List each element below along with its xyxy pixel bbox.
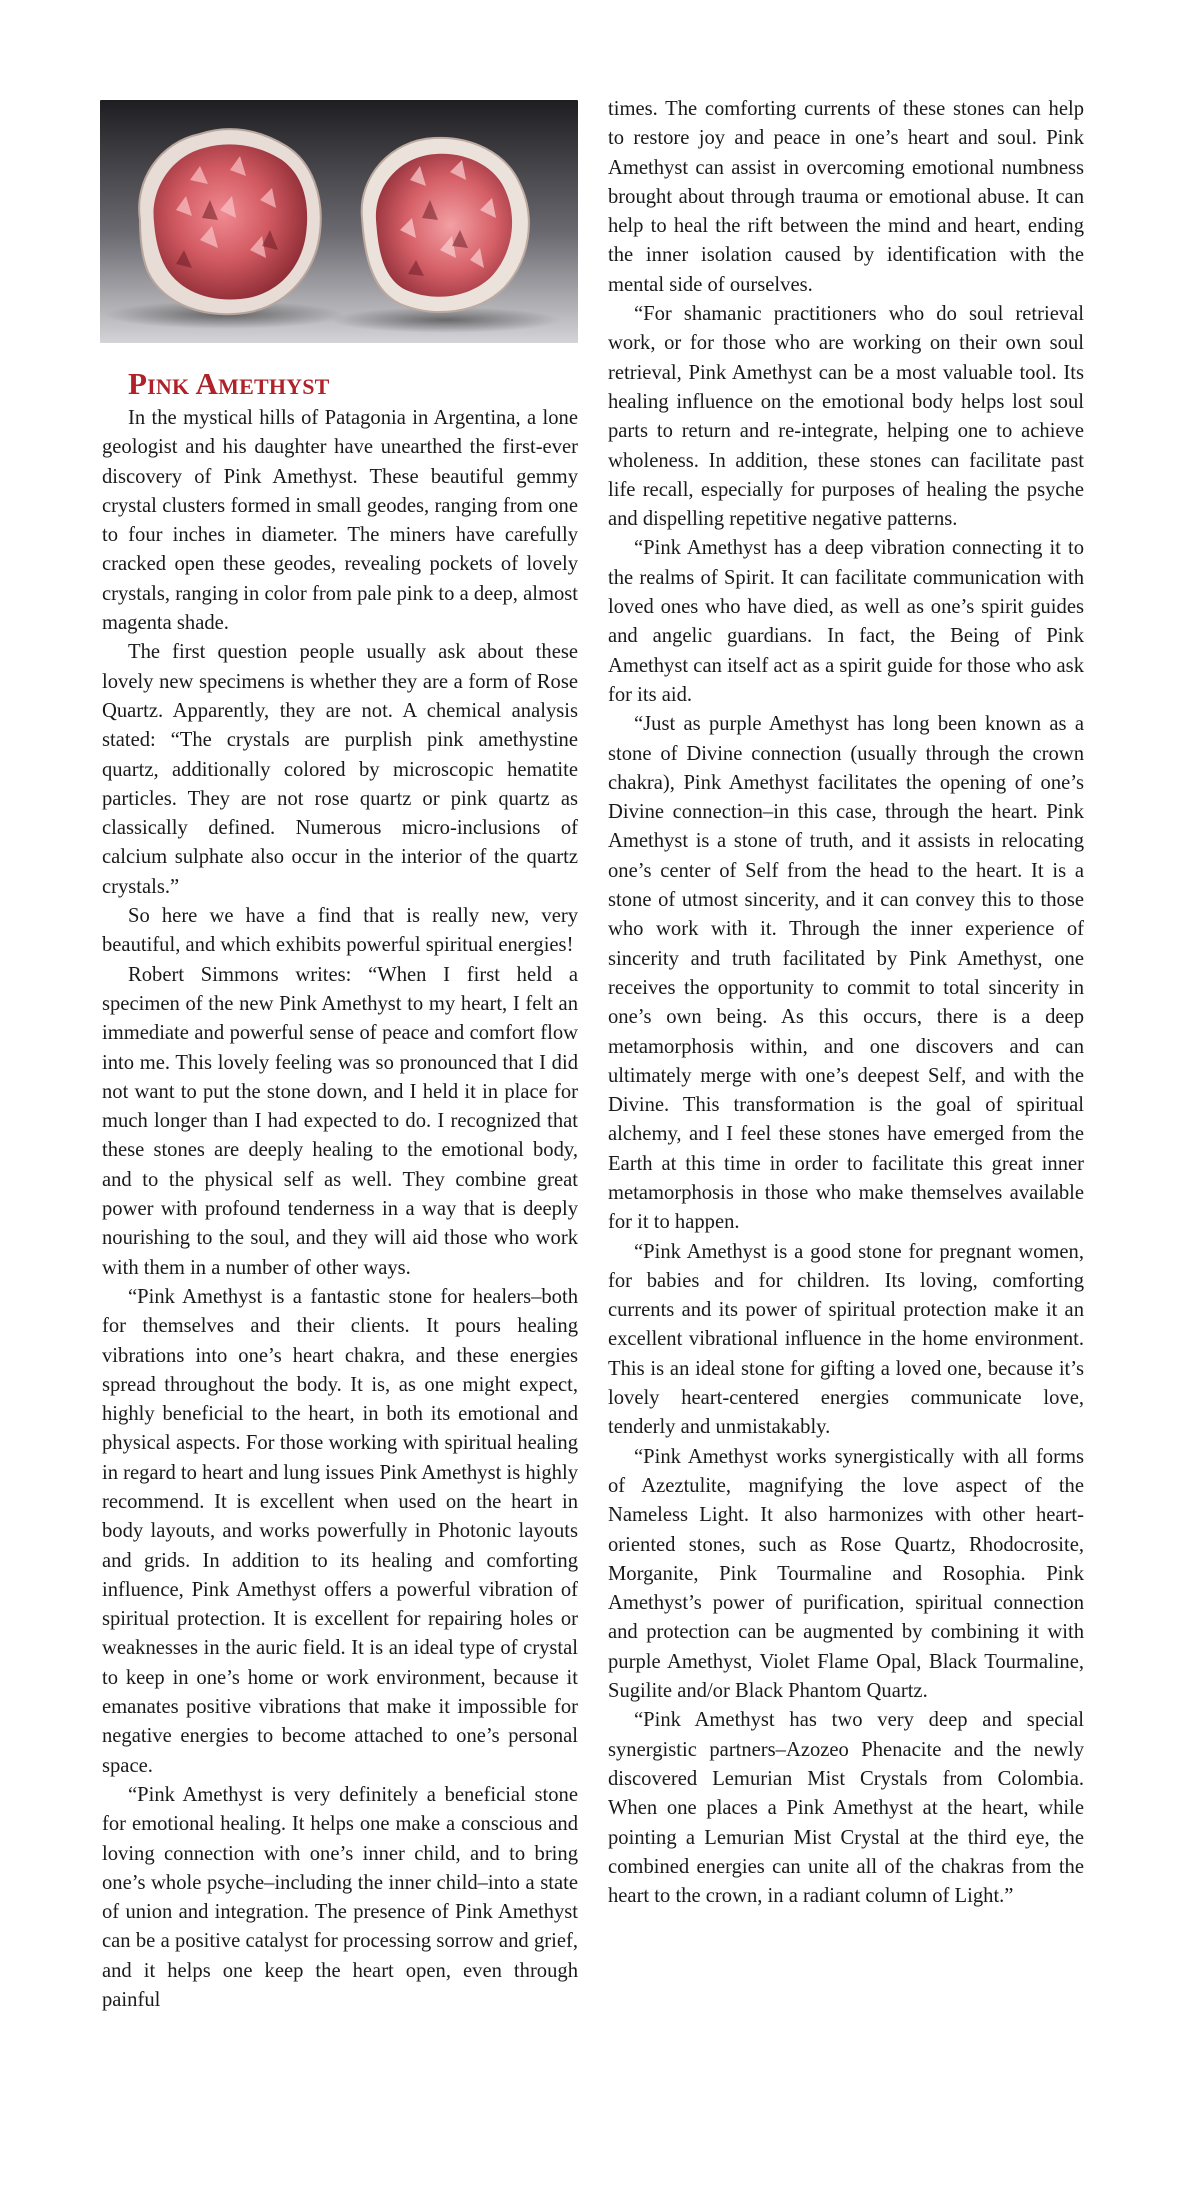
paragraph: “Just as purple Amethyst has long been known as a stone of Divine connection (usually through the crown chakra), Pink Amethyst facilitates the opening of one’s Divine connection–in this case, through the heart. Pink Amethyst is a stone of truth, and it assists in relocating one’s center of Self from the head to the heart. It is a stone of utmost sincerity, and it can convey this to those who work with it. Through the inner experience of sincerity and truth facilitated by Pink Amethyst, one receives the opportunity to commit to total sincerity in one’s own being. As this occurs, there is a deep metamorphosis within, and one discovers and can ultimately merge with one’s deepest Self, and with the Divine. This transformation is the goal of spiritual alchemy, and I feel these stones have emerged from the Earth at this time in order to facilitate this great inner metamorphosis in those who make themselves available for it to happen. xyxy=(608,713,1084,1234)
paragraph: “Pink Amethyst is very definitely a beneficial stone for emotional healing. It helps one make a conscious and loving connection with one’s inner child, and to bring one’s whole psyche–including the inner child–into a state of union and integration. The presence of Pink Amethyst can be a positive catalyst for processing sorrow and grief, and it helps one keep the heart open, even through painful xyxy=(102,1783,578,2012)
paragraph: “For shamanic practitioners who do soul retrieval work, or for those who are working on their own soul retrieval, Pink Amethyst can be a most valuable tool. Its healing influence on the emotional body helps lost soul parts to return and re-integrate, helping one to achieve wholeness. In addition, these stones can facilitate past life recall, especially for purposes of healing the psyche and dispelling repetitive negative patterns. xyxy=(608,303,1084,531)
right-column xyxy=(608,95,1084,1911)
section-heading: Pink Amethyst xyxy=(128,366,330,401)
paragraph: The first question people usually ask about these lovely new specimens is whether they are a form of Rose Quartz. Apparently, they are not. A chemical analysis stated: “The crystals are purplish pink amethystine quartz, additionally colored by microscopic hematite particles. They are not rose quartz or pink quartz as classically defined. Numerous micro-inclusions of calcium sulphate also occur in the interior of the quartz crystals.” xyxy=(102,641,578,898)
paragraph: So here we have a find that is really new, very beautiful, and which exhibits powerful spiritual energies! xyxy=(102,905,578,957)
paragraph: “Pink Amethyst is a fantastic stone for healers–both for themselves and their clients. It pours healing vibrations into one’s heart chakra, and these energies spread throughout the body. It is, as one might expect, highly beneficial to the heart, in both its emotional and physical aspects. For those working with spiritual healing in regard to heart and lung issues Pink Amethyst is highly recommend. It is excellent when used on the heart in body layouts, and works powerfully in Photonic layouts and grids. In addition to its healing and comforting influence, Pink Amethyst offers a powerful vibration of spiritual protection. It is excellent for repairing holes or weaknesses in the auric field. It is an ideal type of crystal to keep in one’s home or work environment, because it emanates positive vibrations that make it impossible for negative energies to become attached to one’s personal space. xyxy=(102,1285,578,1777)
geode-photo xyxy=(100,100,578,343)
paragraph: Robert Simmons writes: “When I first held a specimen of the new Pink Amethyst to my heart, I felt an immediate and powerful sense of peace and comfort flow into me. This lovely feeling was so pronounced that I did not want to put the stone down, and I held it in place for much longer than I had expected to do. I recognized that these stones are deeply healing to the emotional body, and to the physical self as well. They combine great power with profound tenderness in a way that is deeply nourishing to the soul, and they will aid those who work with them in a number of other ways. xyxy=(102,963,578,1279)
paragraph: “Pink Amethyst has two very deep and special synergistic partners–Azozeo Phenacite and the newly discovered Lemurian Mist Crystals from Colombia. When one places a Pink Amethyst at the heart, while pointing a Lemurian Mist Crystal at the third eye, the combined energies can unite all of the chakras from the heart to the crown, in a radiant column of Light.” xyxy=(608,1709,1084,1908)
left-column xyxy=(102,404,578,2015)
paragraph: In the mystical hills of Patagonia in Argentina, a lone geologist and his daughter have unearthed the first-ever discovery of Pink Amethyst. These beautiful gemmy crystal clusters formed in small geodes, ranging from one to four inches in diameter. The miners have carefully cracked open these geodes, revealing pockets of lovely crystals, ranging in color from pale pink to a deep, almost magenta shade. xyxy=(102,407,578,635)
paragraph: “Pink Amethyst has a deep vibration connecting it to the realms of Spirit. It can facilitate communication with loved ones who have died, as well as one’s spirit guides and angelic guardians. In fact, the Being of Pink Amethyst can itself act as a spirit guide for those who ask for its aid. xyxy=(608,537,1084,706)
paragraph: “Pink Amethyst works synergistically with all forms of Azeztulite, magnifying the love aspect of the Nameless Light. It also harmonizes with other heart-oriented stones, such as Rose Quartz, Rhodocrosite, Morganite, Pink Tourmaline and Rosophia. Pink Amethyst’s power of purification, spiritual connection and protection can be augmented by combining it with purple Amethyst, Violet Flame Opal, Black Tourmaline, Sugilite and/or Black Phantom Quartz. xyxy=(608,1445,1084,1703)
paragraph-continuation: times. The comforting currents of these stones can help to restore joy and peace in one’s heart and soul. Pink Amethyst can assist in overcoming emotional numbness brought about through trauma or emotional abuse. It can help to heal the rift between the mind and heart, ending the inner isolation caused by identification with the mental side of ourselves. xyxy=(608,98,1084,296)
geode-illustration xyxy=(100,100,578,343)
paragraph: “Pink Amethyst is a good stone for pregnant women, for babies and for children. Its loving, comforting currents and its power of spiritual protection make it an excellent vibrational influence in the home environment. This is an ideal stone for gifting a loved one, because it’s lovely heart-centered energies communicate love, tenderly and unmistakably. xyxy=(608,1240,1084,1439)
